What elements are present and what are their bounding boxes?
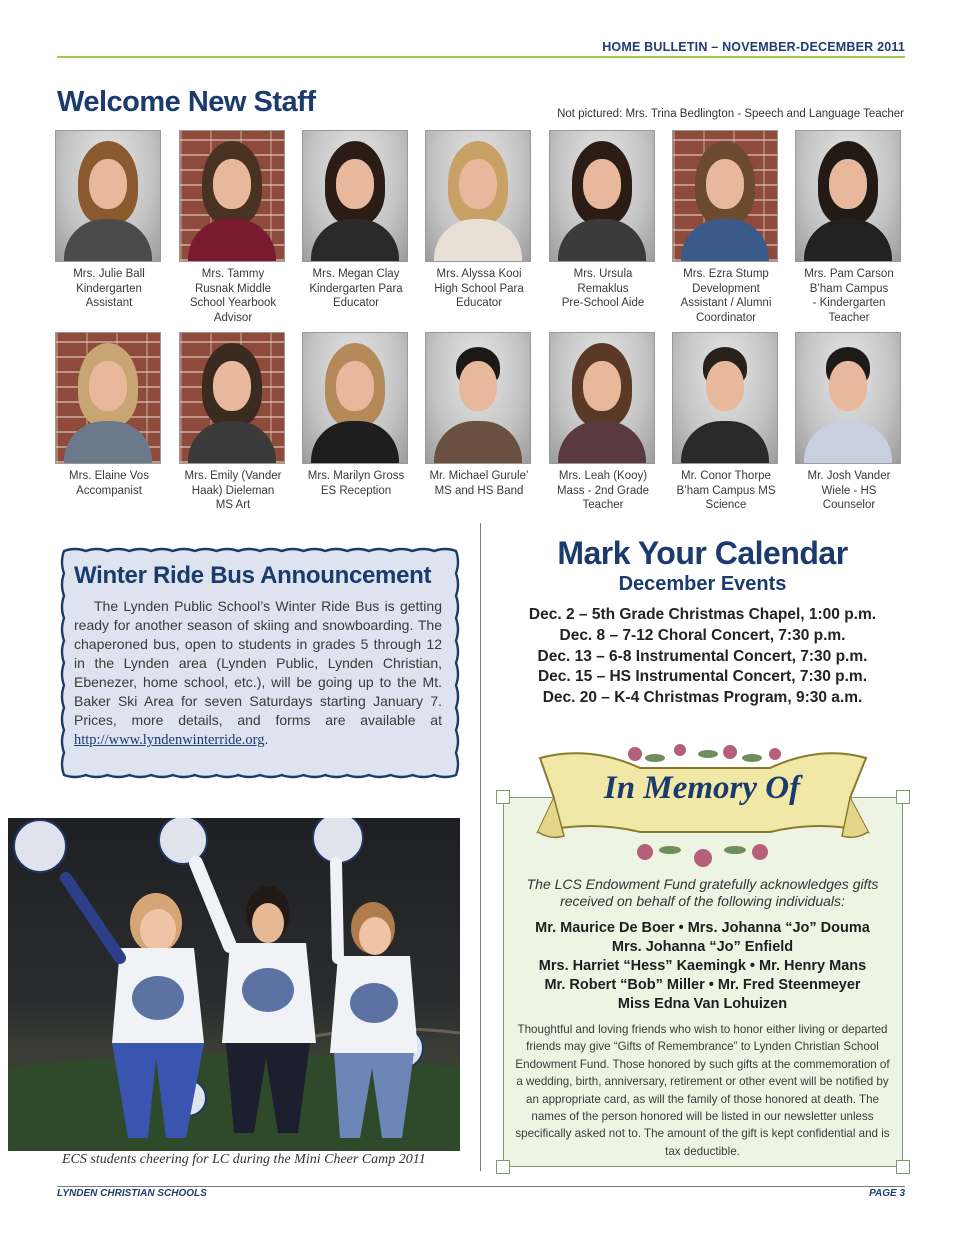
calendar-events xyxy=(500,605,905,709)
footer-school-name: LYNDEN CHRISTIAN SCHOOLS xyxy=(57,1188,207,1199)
staff-caption-line: Advisor xyxy=(213,311,253,324)
memory-name-line: Mr. Maurice De Boer • Mrs. Johanna “Jo” Douma xyxy=(535,920,870,936)
portrait-shoulders xyxy=(558,219,646,261)
cheer-camp-photo xyxy=(8,818,460,1151)
portrait-shoulders xyxy=(681,219,769,261)
portrait-shoulders xyxy=(311,421,399,463)
portrait-face xyxy=(459,159,497,209)
staff-caption-line: Mrs. Marilyn Gross xyxy=(307,470,405,482)
calendar-event: Dec. 15 – HS Instrumental Concert, 7:30 p.m. xyxy=(537,668,868,686)
staff-caption-line: Assistant / Alumni xyxy=(680,297,772,309)
portrait-face xyxy=(213,361,251,411)
bulletin-header: HOME BULLETIN – NOVEMBER-DECEMBER 2011 xyxy=(602,40,905,54)
staff-caption-line: Mrs. Pam Carson xyxy=(804,268,894,280)
staff-photo xyxy=(426,131,530,261)
staff-caption xyxy=(50,469,168,498)
calendar-event: Dec. 13 – 6-8 Instrumental Concert, 7:30 p.m. xyxy=(537,647,868,665)
portrait-face xyxy=(459,361,497,411)
memory-name-line: Mrs. Harriet “Hess” Kaemingk • Mr. Henry Mans xyxy=(538,958,867,974)
corner-ornament xyxy=(896,790,910,804)
staff-caption-line: Mrs. Tammy xyxy=(201,268,265,280)
staff-photo xyxy=(180,333,284,463)
staff-caption-line: Remaklus xyxy=(577,282,629,295)
winter-ride-title: Winter Ride Bus Announcement xyxy=(74,562,432,589)
corner-ornament xyxy=(896,1160,910,1174)
staff-caption xyxy=(174,469,292,513)
staff-caption-line: MS and HS Band xyxy=(434,484,524,497)
staff-caption-line: Pre-School Aide xyxy=(561,297,645,309)
staff-caption xyxy=(297,267,415,311)
portrait-face xyxy=(336,159,374,209)
staff-caption-line: - Kindergarten xyxy=(812,297,886,309)
staff-caption xyxy=(297,469,415,498)
staff-photo xyxy=(56,333,160,463)
corner-ornament xyxy=(496,790,510,804)
staff-caption-line: Accompanist xyxy=(76,484,142,497)
footer-page-number: PAGE 3 xyxy=(869,1188,905,1199)
memory-body: Thoughtful and loving friends who wish to honor either living or departed friends may give “Gifts of Remembrance” to Lynden Christian School Endowment Fund. Those honored by such gifts at the commemoration of a wedding, birth, anniversary, retirement or other event will be notified by an appropriate card, as will the family of those honored at death. The names of the person honored will be listed in our newsletter unless specifically asked not to. The amount of the gift is kept confidential and is tax deductible. xyxy=(515,1023,890,1158)
staff-caption xyxy=(667,469,785,513)
portrait-face xyxy=(706,361,744,411)
portrait-shoulders xyxy=(311,219,399,261)
staff-caption-line: Kindergarten xyxy=(76,282,142,295)
staff-photo xyxy=(550,131,654,261)
memory-intro: The LCS Endowment Fund gratefully acknowledges gifts received on behalf of the following individuals: xyxy=(526,876,879,909)
staff-caption xyxy=(790,469,908,513)
staff-caption-line: Mr. Michael Gurule’ xyxy=(429,470,529,482)
staff-caption-line: School Yearbook xyxy=(189,297,277,309)
staff-caption-line: Mrs. Elaine Vos xyxy=(69,470,149,482)
portrait-face xyxy=(829,159,867,209)
winter-ride-body xyxy=(74,597,442,750)
staff-caption-line: High School Para xyxy=(434,282,524,295)
staff-caption-line: Mass - 2nd Grade xyxy=(556,484,650,497)
staff-caption-line: Science xyxy=(705,499,747,511)
memory-name-line: Mr. Robert “Bob” Miller • Mr. Fred Steenmeyer xyxy=(544,977,861,993)
staff-caption-line: Coordinator xyxy=(695,311,757,324)
staff-caption-line: Educator xyxy=(455,297,503,309)
staff-caption-line: Mrs. Emily (Vander xyxy=(184,470,282,482)
staff-photo xyxy=(303,131,407,261)
staff-caption xyxy=(420,469,538,498)
memory-names xyxy=(515,919,890,1014)
portrait-face xyxy=(829,361,867,411)
staff-caption-line: Wiele - HS xyxy=(821,484,877,497)
calendar-subtitle: December Events xyxy=(618,573,787,595)
portrait-shoulders xyxy=(804,421,892,463)
staff-caption-line: Haak) Dieleman xyxy=(191,484,275,497)
portrait-shoulders xyxy=(804,219,892,261)
portrait-face xyxy=(583,361,621,411)
photo-caption: ECS students cheering for LC during the Mini Cheer Camp 2011 xyxy=(62,1152,426,1167)
staff-caption-line: Rusnak Middle xyxy=(194,282,272,295)
staff-photo xyxy=(426,333,530,463)
staff-caption-line: Kindergarten Para xyxy=(309,282,403,295)
staff-not-pictured-note: Not pictured: Mrs. Trina Bedlington - Speech and Language Teacher xyxy=(557,108,904,120)
staff-photo xyxy=(796,333,900,463)
portrait-face xyxy=(336,361,374,411)
staff-heading: Welcome New Staff xyxy=(57,86,316,118)
staff-caption-line: Mr. Josh Vander xyxy=(807,470,891,482)
staff-caption-line: Mrs. Ezra Stump xyxy=(683,268,769,280)
staff-caption xyxy=(667,267,785,325)
staff-caption xyxy=(790,267,908,325)
staff-caption-line: Mrs. Leah (Kooy) xyxy=(558,470,648,482)
portrait-shoulders xyxy=(64,219,152,261)
portrait-shoulders xyxy=(188,219,276,261)
staff-photo xyxy=(673,131,777,261)
portrait-shoulders xyxy=(64,421,152,463)
portrait-face xyxy=(583,159,621,209)
winter-ride-link[interactable]: http://www.lyndenwinterride.org xyxy=(74,732,265,748)
staff-caption-line: Mrs. Megan Clay xyxy=(312,268,400,280)
portrait-shoulders xyxy=(558,421,646,463)
portrait-shoulders xyxy=(188,421,276,463)
memory-name-line: Mrs. Johanna “Jo” Enfield xyxy=(611,939,794,955)
winter-ride-text: The Lynden Public School’s Winter Ride Bus is getting ready for another season of skiing and snowboarding. The chaperoned bus, open to students in grades 5 through 12 in the Lynden area (Lynden Public, Lynden Christian, Ebenezer, home school, etc.), will be going up to the Mt. Baker Ski Area for seven Saturdays starting January 7. Prices, more details, and forms are available at xyxy=(74,598,442,728)
winter-ride-end: . xyxy=(264,731,269,747)
staff-caption-line: Mrs. Alyssa Kooi xyxy=(436,268,522,280)
staff-caption-line: Mr. Conor Thorpe xyxy=(681,470,771,482)
staff-caption-line: Teacher xyxy=(582,499,624,511)
staff-caption xyxy=(544,469,662,513)
cheer-photo-illustration xyxy=(8,818,460,1151)
portrait-shoulders xyxy=(434,421,522,463)
staff-caption-line: MS Art xyxy=(215,499,251,511)
staff-caption-line: B’ham Campus MS xyxy=(676,484,776,497)
staff-caption-line: Mrs. Ursula xyxy=(573,268,633,280)
portrait-shoulders xyxy=(434,219,522,261)
portrait-shoulders xyxy=(681,421,769,463)
staff-caption xyxy=(544,267,662,311)
corner-ornament xyxy=(496,1160,510,1174)
staff-photo xyxy=(673,333,777,463)
staff-photo xyxy=(56,131,160,261)
memory-banner-text: In Memory Of xyxy=(603,770,801,806)
staff-caption-line: Development xyxy=(692,282,760,295)
calendar-title: Mark Your Calendar xyxy=(557,535,848,571)
calendar-event: Dec. 8 – 7-12 Choral Concert, 7:30 p.m. xyxy=(559,626,846,644)
staff-caption xyxy=(174,267,292,325)
staff-caption-line: ES Reception xyxy=(320,484,392,497)
staff-caption-line: Assistant xyxy=(85,297,133,309)
calendar-event: Dec. 20 – K-4 Christmas Program, 9:30 a.m. xyxy=(542,689,863,707)
footer-divider xyxy=(57,1186,905,1187)
portrait-face xyxy=(89,361,127,411)
staff-photo xyxy=(550,333,654,463)
staff-caption xyxy=(50,267,168,311)
staff-photo xyxy=(303,333,407,463)
portrait-face xyxy=(89,159,127,209)
portrait-face xyxy=(706,159,744,209)
memory-name-line: Miss Edna Van Lohuizen xyxy=(617,996,788,1012)
column-divider xyxy=(480,523,481,1171)
portrait-face xyxy=(213,159,251,209)
staff-caption-line: Mrs. Julie Ball xyxy=(73,268,145,280)
staff-photo xyxy=(180,131,284,261)
staff-caption xyxy=(420,267,538,311)
calendar-event: Dec. 2 – 5th Grade Christmas Chapel, 1:00 p.m. xyxy=(528,606,877,623)
staff-photo xyxy=(796,131,900,261)
staff-caption-line: B’ham Campus xyxy=(809,282,889,295)
header-divider xyxy=(57,56,905,58)
staff-caption-line: Counselor xyxy=(822,499,876,511)
staff-caption-line: Teacher xyxy=(828,311,870,324)
staff-caption-line: Educator xyxy=(332,297,380,309)
